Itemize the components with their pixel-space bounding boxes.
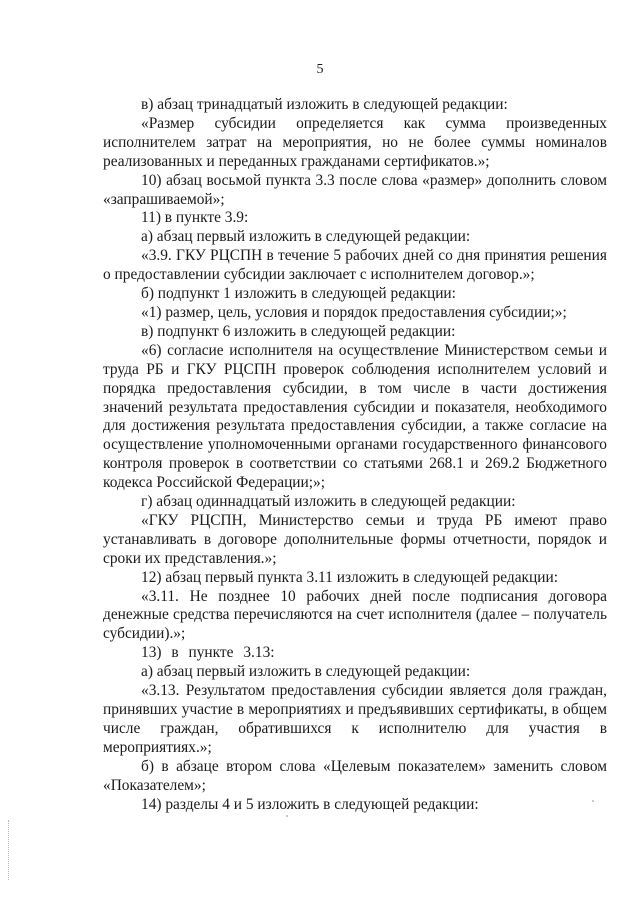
paragraph-subitem-6: «6) согласие исполнителя на осуществление Министерством семьи и труда РБ и ГКУ РЦСПН проверок соблюдения исполнителем условий и порядка предоставления субсидии, в том числе в части достижения значений результата предоставления субсидии и показателя, необходимого для достижения результата предоставления субсидии, а также согласие на осуществление уполномоченными органами государственного финансового контроля проверок в соответствии со статьями 268.1 и 269.2 Бюджетного кодекса Российской Федерации;»;: [103, 341, 607, 492]
paragraph-3-11: «3.11. Не позднее 10 рабочих дней после подписания договора денежные средства перечисляются на счет исполнителя (далее – получатель субсидии).»;: [103, 587, 607, 643]
scan-speck: [286, 815, 288, 817]
paragraph-v-abzac-13: в) абзац тринадцатый изложить в следующей редакции:: [141, 96, 508, 113]
scan-margin-marks: [8, 820, 15, 880]
paragraph-3-13: «3.13. Результатом предоставления субсидии является доля граждан, принявших участие в мероприятиях и предъявивших сертификаты, в общем числе граждан, обратившихся к исполнителю для участия в мероприятиях.»;: [103, 682, 607, 756]
scan-speck: [592, 800, 594, 802]
paragraph-subsidy-size: «Размер субсидии определяется как сумма произведенных исполнителем затрат на мероприятия, но не более суммы номиналов реализованных и переданных гражданами сертификатов.»;: [103, 114, 607, 170]
document-body: [103, 96, 607, 814]
paragraph-reporting-forms: «ГКУ РЦСПН, Министерство семьи и труда РБ имеют право устанавливать в договоре дополнительные формы отчетности, порядок и сроки их представления.»;: [103, 511, 607, 567]
paragraph-item-13: 13) в пункте 3.13:: [141, 644, 275, 662]
paragraph-11-b: б) подпункт 1 изложить в следующей редакции:: [141, 285, 456, 303]
paragraph-13-a: а) абзац первый изложить в следующей редакции:: [141, 663, 471, 681]
paragraph-item-12: 12) абзац первый пункта 3.11 изложить в следующей редакции:: [141, 568, 558, 586]
paragraph-11-g: г) абзац одиннадцатый изложить в следующей редакции:: [141, 493, 516, 511]
paragraph-item-11: 11) в пункте 3.9:: [141, 209, 249, 227]
page-number: 5: [316, 62, 324, 77]
paragraph-11-v: в) подпункт 6 изложить в следующей редакции:: [141, 322, 456, 340]
paragraph-item-14: 14) разделы 4 и 5 изложить в следующей редакции:: [141, 795, 479, 813]
paragraph-item-10: 10) абзац восьмой пункта 3.3 после слова «размер» дополнить словом «запрашиваемой»;: [103, 171, 607, 208]
paragraph-13-b: б) в абзаце втором слова «Целевым показателем» заменить словом «Показателем»;: [103, 757, 607, 794]
paragraph-subitem-1: «1) размер, цель, условия и порядок предоставления субсидии;»;: [141, 303, 567, 321]
paragraph-3-9: «3.9. ГКУ РЦСПН в течение 5 рабочих дней со дня принятия решения о предоставлении субсидии заключает с исполнителем договор.»;: [103, 247, 607, 284]
paragraph-11-a: а) абзац первый изложить в следующей редакции:: [141, 228, 471, 246]
